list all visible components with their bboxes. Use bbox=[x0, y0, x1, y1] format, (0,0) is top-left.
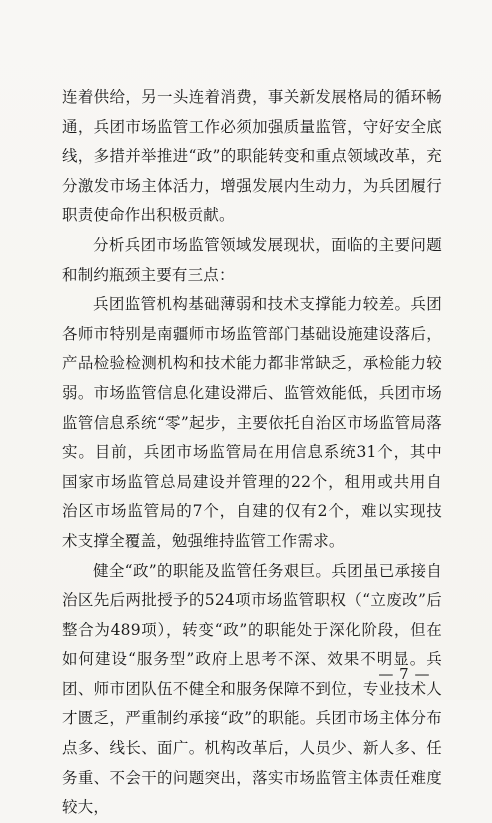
paragraph-technical-support: 兵团监管机构基础薄弱和技术支撑能力较差。兵团各师市特别是南疆师市场监管部门基础设施建设落后，产品检验检测机构和技术能力都非常缺乏，承检能力较弱。市场监管信息化建设滞后、监管效能低，兵团市场监管信息系统“零”起步，主要依托自治区市场监管局落实。目前，兵团市场监管局在用信息系统31个，其中国家市场监管总局建设并管理的22个，租用或共用自治区市场监管局的7个，自建的仅有2个，难以实现技术支撑全覆盖，勉强维持监管工作需求。 bbox=[62, 295, 442, 550]
paragraph-continued: 连着供给，另一头连着消费，事关新发展格局的循环畅通，兵团市场监管工作必须加强质量监管，守好安全底线，多措并举推进“政”的职能转变和重点领域改革，充分激发市场主体活力，增强发展内生动力，为兵团履行职责使命作出积极贡献。 bbox=[62, 88, 442, 225]
paragraph-government-function: 健全“政”的职能及监管任务艰巨。兵团虽已承接自治区先后两批授予的524项市场监管职权（“立废改”后整合为489项），转变“政”的职能处于深化阶段，但在如何建设“服务型”政府上思考不深、效果不明显。兵团、师市团队伍不健全和服务保障不到位，专业技术人才匮乏，严重制约承接“政”的职能。兵团市场主体分布点多、线长、面广。机构改革后，人员少、新人多、任务重、不会干的问题突出，落实市场监管主体责任难度较大， bbox=[62, 561, 442, 817]
paragraph-analysis-intro: 分析兵团市场监管领域发展现状，面临的主要问题和制约瓶颈主要有三点： bbox=[62, 235, 442, 284]
page-number: — 7 — bbox=[378, 665, 430, 683]
document-body bbox=[62, 83, 442, 823]
